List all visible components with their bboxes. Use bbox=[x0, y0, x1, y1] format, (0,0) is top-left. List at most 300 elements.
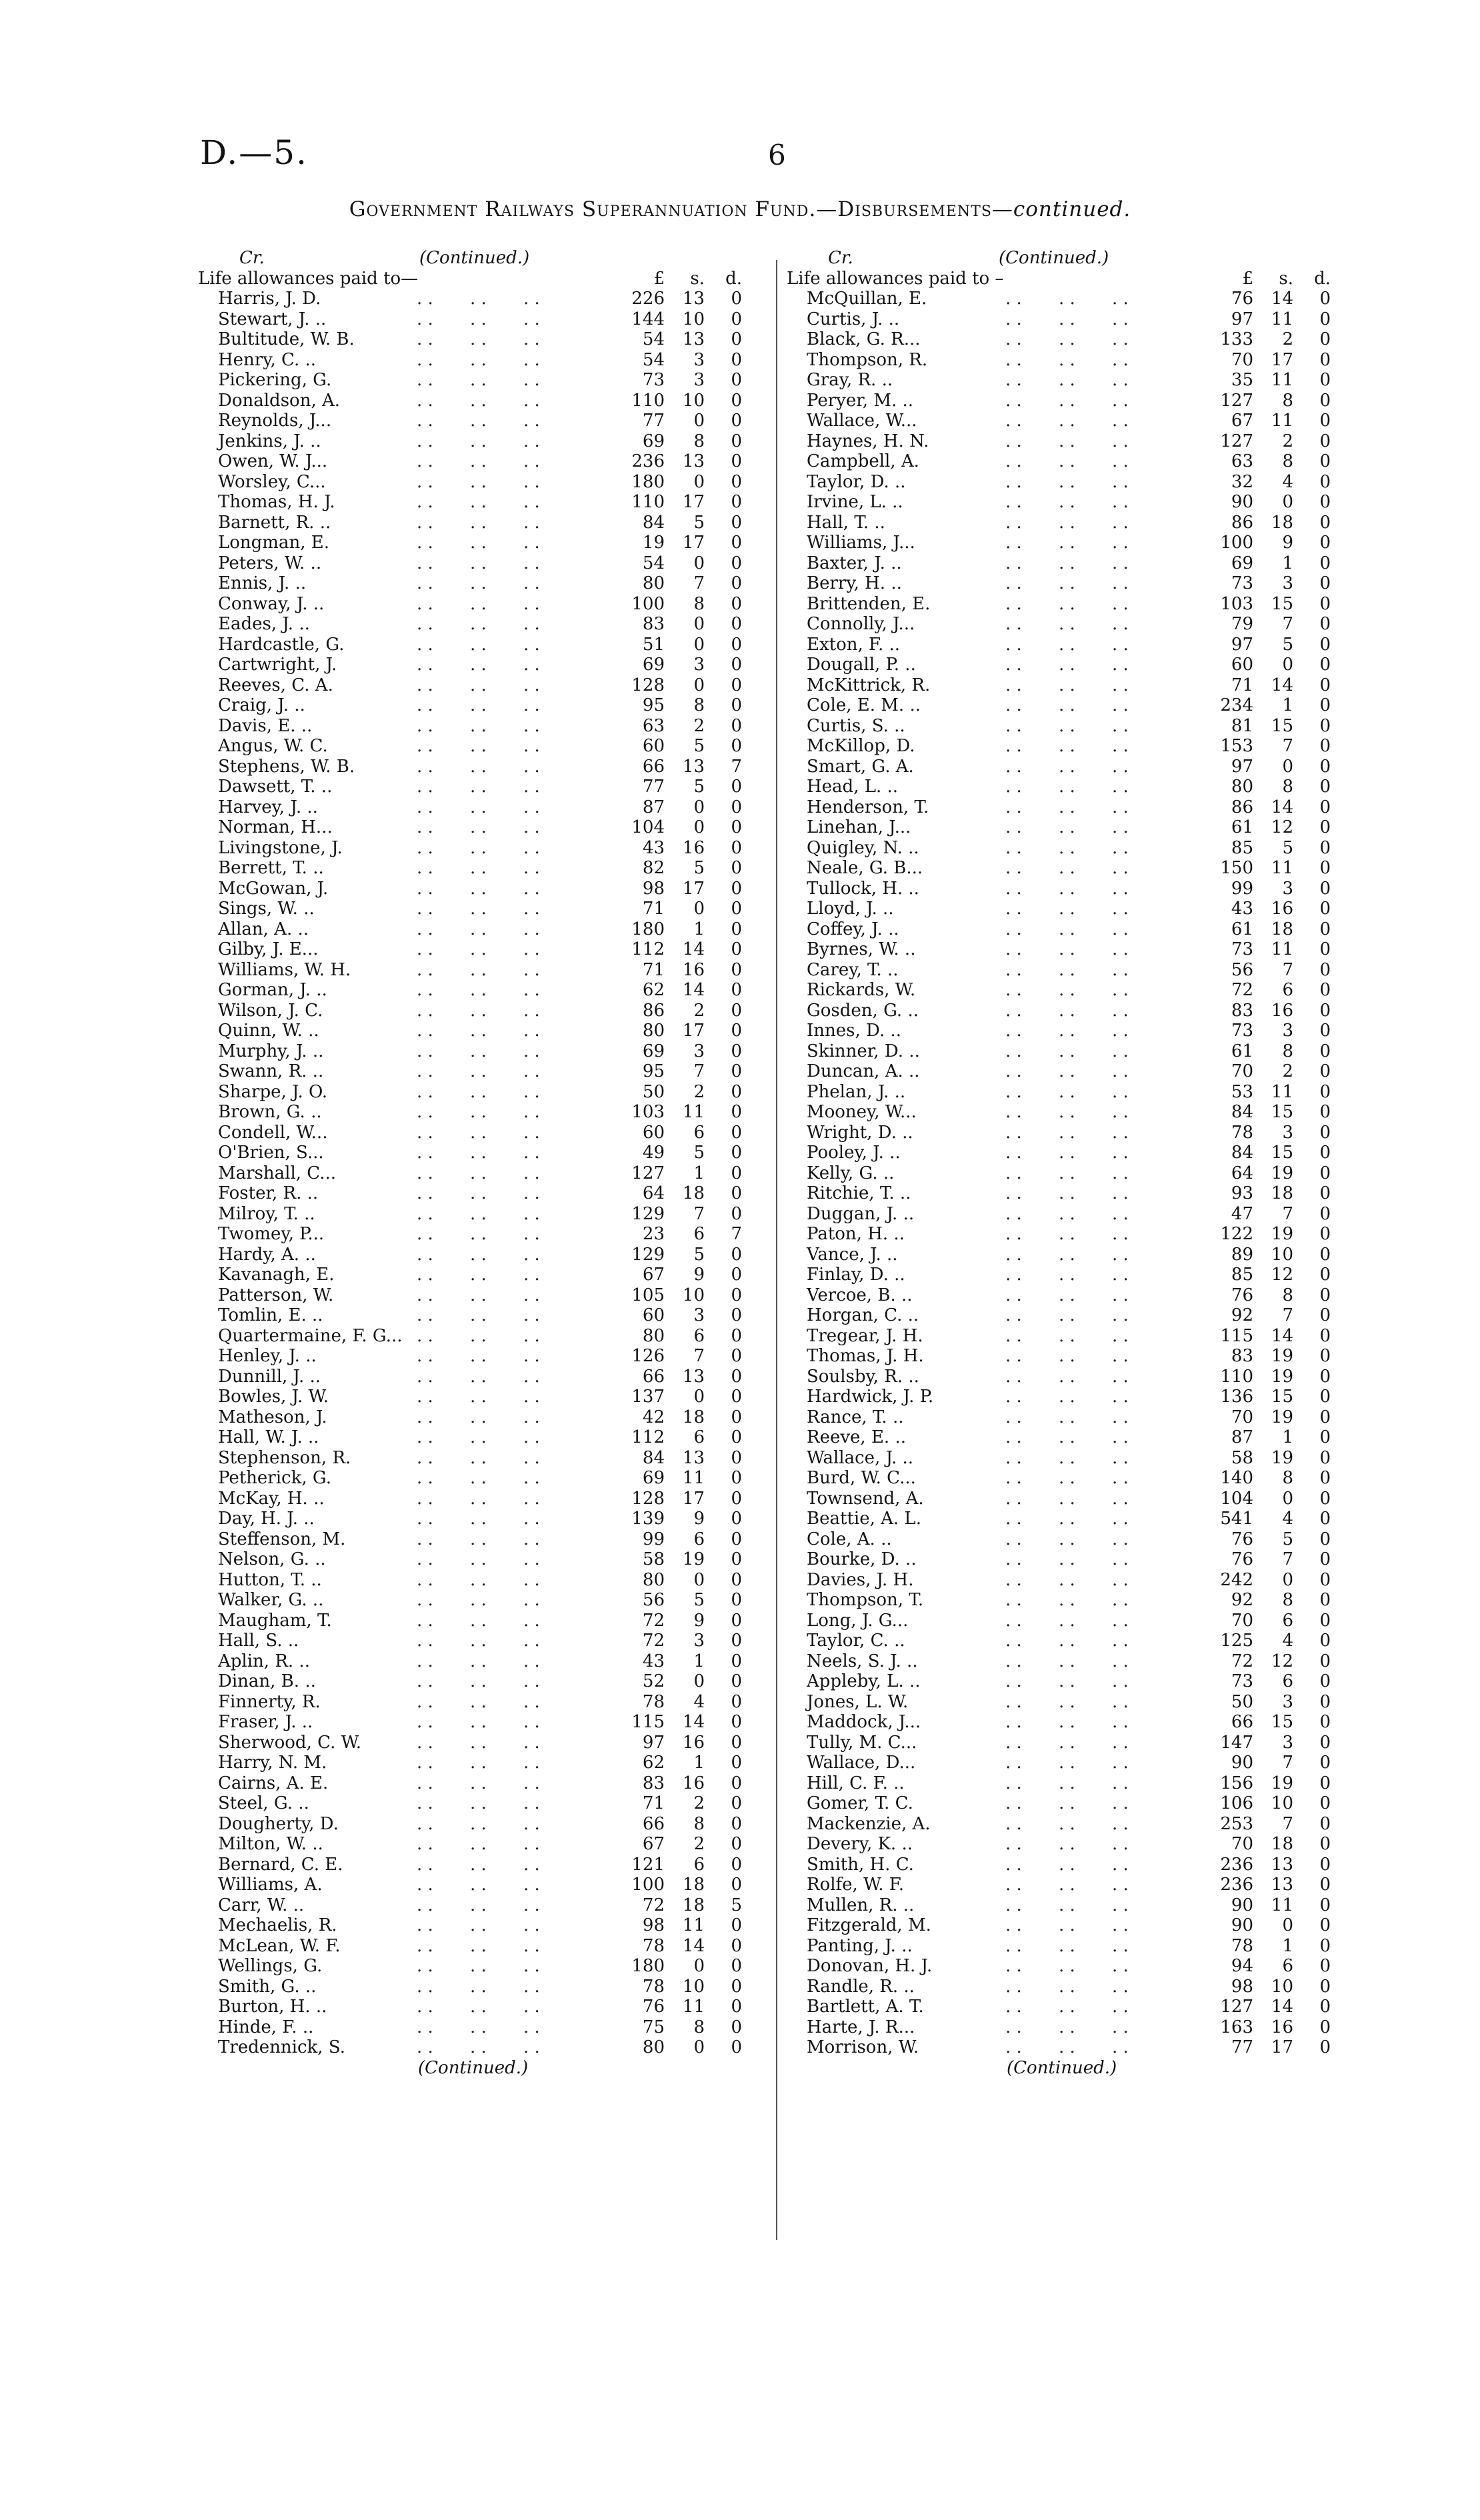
leader-dot-group: . . bbox=[1005, 2017, 1022, 2037]
shillings-value: 7 bbox=[693, 573, 705, 593]
payee-name: Foster, R. .. bbox=[218, 1183, 319, 1203]
leader-dot-group: . . bbox=[523, 736, 540, 756]
table-row bbox=[787, 329, 1347, 350]
table-row bbox=[787, 1265, 1347, 1285]
pounds-value: 147 bbox=[1220, 1732, 1253, 1753]
pounds-value: 242 bbox=[1220, 1569, 1253, 1590]
leader-dot-group: . . bbox=[1059, 1610, 1075, 1631]
shillings-value: 0 bbox=[1282, 1569, 1293, 1590]
leader-dot-group: . . bbox=[1112, 1915, 1129, 1935]
leader-dot-group: . . bbox=[417, 1529, 433, 1549]
shillings-value: 12 bbox=[1271, 1265, 1293, 1285]
leader-dot-group: . . bbox=[1112, 1203, 1129, 1224]
shillings-value: 8 bbox=[693, 2017, 705, 2037]
pounds-value: 180 bbox=[631, 471, 665, 492]
pounds-value: 80 bbox=[642, 1569, 665, 1590]
leader-dot-group: . . bbox=[1059, 1061, 1075, 1081]
table-row bbox=[198, 980, 758, 1001]
payee-name: Maddock, J... bbox=[807, 1712, 921, 1732]
leader-dots bbox=[417, 1956, 617, 1977]
leader-dot-group: . . bbox=[470, 1691, 487, 1712]
leader-dot-group: . . bbox=[470, 431, 487, 451]
shillings-value: 6 bbox=[693, 1427, 705, 1447]
pounds-value: 226 bbox=[631, 289, 665, 309]
leader-dots bbox=[1005, 1041, 1205, 1062]
leader-dot-group: . . bbox=[1112, 1509, 1129, 1529]
leader-dot-group: . . bbox=[1005, 919, 1022, 939]
leader-dot-group: . . bbox=[470, 1325, 487, 1346]
leader-dots bbox=[417, 1123, 617, 1143]
pounds-value: 80 bbox=[642, 1325, 665, 1346]
leader-dot-group: . . bbox=[417, 655, 433, 675]
leader-dot-group: . . bbox=[1059, 553, 1075, 573]
table-row bbox=[787, 858, 1347, 879]
leader-dot-group: . . bbox=[417, 777, 433, 797]
leader-dots bbox=[1005, 757, 1205, 777]
pence-value: 0 bbox=[1319, 1183, 1331, 1203]
leader-dot-group: . . bbox=[1112, 980, 1129, 1000]
pounds-value: 78 bbox=[642, 1691, 665, 1712]
payee-name: Fitzgerald, M. bbox=[807, 1915, 931, 1935]
pence-value: 0 bbox=[731, 919, 742, 939]
shillings-value: 17 bbox=[1271, 349, 1293, 370]
pence-value: 0 bbox=[1319, 1224, 1331, 1244]
shillings-value: 2 bbox=[693, 1793, 705, 1813]
payee-name: Cartwright, J. bbox=[218, 655, 337, 675]
pounds-value: 19 bbox=[642, 533, 665, 553]
pence-value: 0 bbox=[731, 980, 742, 1000]
pence-value: 0 bbox=[731, 1691, 742, 1712]
leader-dot-group: . . bbox=[417, 370, 433, 390]
payee-name: McLean, W. F. bbox=[218, 1935, 341, 1956]
pence-value: 0 bbox=[1319, 349, 1331, 370]
pence-value: 0 bbox=[731, 1732, 742, 1753]
leader-dot-group: . . bbox=[470, 512, 487, 533]
pounds-value: 97 bbox=[1231, 309, 1253, 329]
leader-dot-group: . . bbox=[417, 1651, 433, 1671]
leader-dot-group: . . bbox=[470, 837, 487, 858]
shillings-value: 8 bbox=[693, 593, 705, 614]
leader-dot-group: . . bbox=[1059, 1935, 1075, 1956]
right-pounds-header: £ bbox=[1242, 268, 1253, 289]
leader-dot-group: . . bbox=[1005, 471, 1022, 492]
pence-value: 0 bbox=[1319, 1529, 1331, 1549]
payee-name: Craig, J. .. bbox=[218, 695, 305, 715]
leader-dots bbox=[1005, 1631, 1205, 1651]
leader-dot-group: . . bbox=[523, 492, 540, 512]
pounds-value: 67 bbox=[642, 1265, 665, 1285]
leader-dots bbox=[417, 391, 617, 411]
payee-name: Mooney, W... bbox=[807, 1102, 917, 1122]
pounds-value: 127 bbox=[1220, 1997, 1253, 2017]
leader-dots bbox=[1005, 1285, 1205, 1306]
payee-name: Twomey, P... bbox=[218, 1224, 325, 1244]
leader-dot-group: . . bbox=[523, 1203, 540, 1224]
pounds-value: 66 bbox=[1231, 1712, 1253, 1732]
table-row bbox=[198, 1753, 758, 1773]
pounds-value: 85 bbox=[1231, 837, 1253, 858]
leader-dot-group: . . bbox=[417, 878, 433, 899]
pence-value: 0 bbox=[1319, 1732, 1331, 1753]
leader-dot-group: . . bbox=[1112, 777, 1129, 797]
pence-value: 0 bbox=[1319, 593, 1331, 614]
leader-dot-group: . . bbox=[1005, 715, 1022, 736]
leader-dot-group: . . bbox=[523, 1956, 540, 1976]
payee-name: Curtis, J. .. bbox=[807, 309, 900, 329]
table-row bbox=[198, 350, 758, 371]
leader-dot-group: . . bbox=[1059, 349, 1075, 370]
pence-value: 0 bbox=[1319, 1976, 1331, 1997]
leader-dot-group: . . bbox=[417, 919, 433, 939]
table-row bbox=[787, 980, 1347, 1001]
table-row bbox=[787, 513, 1347, 533]
pence-value: 0 bbox=[1319, 471, 1331, 492]
leader-dot-group: . . bbox=[1005, 1895, 1022, 1915]
payee-name: Harris, J. D. bbox=[218, 289, 321, 309]
leader-dot-group: . . bbox=[417, 1732, 433, 1753]
payee-name: Dinan, B. .. bbox=[218, 1671, 316, 1691]
pence-value: 0 bbox=[731, 1305, 742, 1325]
leader-dot-group: . . bbox=[1112, 1163, 1129, 1183]
leader-dots bbox=[1005, 2017, 1205, 2038]
left-continued-footer: (Continued.) bbox=[418, 2057, 529, 2078]
leader-dot-group: . . bbox=[470, 715, 487, 736]
shillings-value: 8 bbox=[1282, 1590, 1293, 1610]
left-footer bbox=[198, 2058, 758, 2081]
leader-dot-group: . . bbox=[523, 2037, 540, 2057]
payee-name: Duncan, A. .. bbox=[807, 1061, 920, 1081]
pence-value: 0 bbox=[731, 1183, 742, 1203]
shillings-value: 1 bbox=[693, 1163, 705, 1183]
shillings-value: 19 bbox=[682, 1549, 705, 1569]
pounds-value: 92 bbox=[1231, 1590, 1253, 1610]
leader-dot-group: . . bbox=[1059, 1203, 1075, 1224]
leader-dots bbox=[417, 1793, 617, 1814]
pence-value: 0 bbox=[731, 593, 742, 614]
leader-dot-group: . . bbox=[1112, 715, 1129, 736]
leader-dot-group: . . bbox=[523, 1387, 540, 1407]
pence-value: 0 bbox=[731, 431, 742, 451]
table-row bbox=[787, 1773, 1347, 1794]
pence-value: 7 bbox=[731, 1224, 742, 1244]
leader-dot-group: . . bbox=[417, 1203, 433, 1224]
leader-dot-group: . . bbox=[1112, 1671, 1129, 1691]
leader-dots bbox=[1005, 1468, 1205, 1489]
leader-dot-group: . . bbox=[470, 959, 487, 980]
payee-name: Brittenden, E. bbox=[807, 593, 931, 614]
leader-dots bbox=[417, 1183, 617, 1204]
leader-dots bbox=[1005, 879, 1205, 899]
leader-dot-group: . . bbox=[1005, 1691, 1022, 1712]
leader-dots bbox=[417, 533, 617, 553]
leader-dot-group: . . bbox=[1005, 777, 1022, 797]
pence-value: 0 bbox=[731, 1488, 742, 1509]
pounds-value: 104 bbox=[631, 817, 665, 837]
leader-dot-group: . . bbox=[470, 1610, 487, 1631]
leader-dot-group: . . bbox=[523, 411, 540, 431]
leader-dot-group: . . bbox=[417, 1935, 433, 1956]
pence-value: 0 bbox=[1319, 634, 1331, 655]
table-row bbox=[787, 1936, 1347, 1957]
leader-dot-group: . . bbox=[417, 1387, 433, 1407]
payee-name: McKittrick, R. bbox=[807, 675, 931, 695]
leader-dots bbox=[1005, 777, 1205, 797]
leader-dot-group: . . bbox=[1059, 1590, 1075, 1610]
shillings-value: 16 bbox=[1271, 2017, 1293, 2037]
payee-name: Hardy, A. .. bbox=[218, 1244, 316, 1265]
table-row bbox=[198, 1733, 758, 1753]
leader-dot-group: . . bbox=[1059, 1671, 1075, 1691]
leader-dot-group: . . bbox=[1005, 492, 1022, 512]
leader-dots bbox=[417, 1631, 617, 1651]
table-row bbox=[787, 1061, 1347, 1082]
leader-dot-group: . . bbox=[523, 634, 540, 655]
pence-value: 0 bbox=[1319, 1549, 1331, 1569]
leader-dots bbox=[1005, 1590, 1205, 1611]
payee-name: Pickering, G. bbox=[218, 370, 332, 390]
table-row bbox=[787, 411, 1347, 431]
leader-dots bbox=[1005, 1733, 1205, 1753]
shillings-value: 6 bbox=[693, 1325, 705, 1346]
shillings-value: 6 bbox=[693, 1529, 705, 1549]
shillings-value: 5 bbox=[693, 1143, 705, 1163]
leader-dots bbox=[417, 1997, 617, 2017]
pounds-value: 137 bbox=[631, 1387, 665, 1407]
leader-dot-group: . . bbox=[417, 1346, 433, 1366]
shillings-value: 8 bbox=[693, 695, 705, 715]
table-row bbox=[198, 838, 758, 859]
leader-dot-group: . . bbox=[470, 329, 487, 349]
shillings-value: 19 bbox=[1271, 1346, 1293, 1366]
table-row bbox=[787, 1427, 1347, 1448]
pence-value: 0 bbox=[731, 1834, 742, 1854]
table-row bbox=[198, 1509, 758, 1529]
pounds-value: 115 bbox=[631, 1712, 665, 1732]
payee-name: Burd, W. C... bbox=[807, 1468, 916, 1488]
leader-dots bbox=[417, 1305, 617, 1326]
leader-dots bbox=[1005, 1834, 1205, 1855]
leader-dots bbox=[1005, 980, 1205, 1001]
pounds-value: 79 bbox=[1231, 614, 1253, 634]
leader-dot-group: . . bbox=[523, 349, 540, 370]
leader-dot-group: . . bbox=[523, 1549, 540, 1569]
leader-dot-group: . . bbox=[470, 1854, 487, 1875]
leader-dot-group: . . bbox=[417, 1447, 433, 1468]
payee-name: Mechaelis, R. bbox=[218, 1915, 337, 1935]
shillings-value: 3 bbox=[693, 349, 705, 370]
leader-dot-group: . . bbox=[1005, 1244, 1022, 1265]
payee-name: Coffey, J. .. bbox=[807, 919, 899, 939]
table-row bbox=[787, 1549, 1347, 1570]
leader-dot-group: . . bbox=[417, 1000, 433, 1021]
leader-dots bbox=[417, 757, 617, 777]
leader-dot-group: . . bbox=[1005, 1529, 1022, 1549]
pence-value: 0 bbox=[731, 1122, 742, 1143]
leader-dot-group: . . bbox=[1112, 1691, 1129, 1712]
leader-dot-group: . . bbox=[1005, 1732, 1022, 1753]
shillings-value: 0 bbox=[693, 797, 705, 817]
leader-dot-group: . . bbox=[1059, 1346, 1075, 1366]
leader-dots bbox=[1005, 1956, 1205, 1977]
payee-name: Carr, W. .. bbox=[218, 1895, 305, 1915]
table-row bbox=[198, 1834, 758, 1855]
pence-value: 0 bbox=[731, 1935, 742, 1956]
table-row bbox=[787, 614, 1347, 635]
leader-dots bbox=[417, 431, 617, 452]
pounds-value: 53 bbox=[1231, 1081, 1253, 1102]
leader-dot-group: . . bbox=[1112, 593, 1129, 614]
leader-dot-group: . . bbox=[417, 533, 433, 553]
leader-dot-group: . . bbox=[417, 1915, 433, 1935]
leader-dot-group: . . bbox=[1005, 1935, 1022, 1956]
payee-name: Petherick, G. bbox=[218, 1468, 331, 1488]
table-row bbox=[198, 879, 758, 899]
leader-dot-group: . . bbox=[1005, 756, 1022, 777]
shillings-value: 2 bbox=[693, 1000, 705, 1021]
pounds-value: 70 bbox=[1231, 1061, 1253, 1081]
pence-value: 0 bbox=[1319, 390, 1331, 411]
shillings-value: 7 bbox=[1282, 1753, 1293, 1773]
payee-name: Randle, R. .. bbox=[807, 1976, 915, 1997]
payee-name: Campbell, A. bbox=[807, 451, 919, 471]
payee-name: Gosden, G. .. bbox=[807, 1000, 919, 1021]
table-row bbox=[198, 1631, 758, 1651]
shillings-value: 3 bbox=[1282, 1732, 1293, 1753]
shillings-value: 19 bbox=[1271, 1447, 1293, 1468]
pence-value: 0 bbox=[1319, 512, 1331, 533]
payee-name: Lloyd, J. .. bbox=[807, 899, 894, 919]
pence-value: 0 bbox=[731, 1427, 742, 1447]
table-row bbox=[787, 1468, 1347, 1489]
shillings-value: 3 bbox=[693, 1041, 705, 1061]
table-row bbox=[198, 1102, 758, 1123]
payee-name: Davies, J. H. bbox=[807, 1569, 914, 1590]
leader-dot-group: . . bbox=[1005, 634, 1022, 655]
leader-dots bbox=[1005, 1448, 1205, 1469]
leader-dots bbox=[417, 1611, 617, 1631]
table-row bbox=[787, 777, 1347, 797]
payee-name: Ritchie, T. .. bbox=[807, 1183, 911, 1203]
leader-dot-group: . . bbox=[1112, 655, 1129, 675]
payee-name: Tredennick, S. bbox=[218, 2037, 345, 2057]
leader-dots bbox=[1005, 899, 1205, 919]
shillings-value: 0 bbox=[1282, 756, 1293, 777]
shillings-value: 13 bbox=[682, 1447, 705, 1468]
leader-dot-group: . . bbox=[1059, 1325, 1075, 1346]
leader-dots bbox=[417, 472, 617, 493]
leader-dot-group: . . bbox=[470, 1651, 487, 1671]
leader-dot-group: . . bbox=[470, 289, 487, 309]
pounds-value: 64 bbox=[642, 1183, 665, 1203]
pence-value: 0 bbox=[1319, 492, 1331, 512]
payee-name: McQuillan, E. bbox=[807, 289, 927, 309]
leader-dots bbox=[417, 1753, 617, 1773]
leader-dots bbox=[417, 960, 617, 981]
leader-dots bbox=[1005, 655, 1205, 675]
pounds-value: 180 bbox=[631, 1956, 665, 1976]
pounds-value: 84 bbox=[1231, 1143, 1253, 1163]
shillings-value: 14 bbox=[682, 1935, 705, 1956]
pounds-value: 54 bbox=[642, 349, 665, 370]
leader-dots bbox=[1005, 1549, 1205, 1570]
leader-dot-group: . . bbox=[523, 1569, 540, 1590]
table-row bbox=[198, 513, 758, 533]
pounds-value: 58 bbox=[642, 1549, 665, 1569]
table-row bbox=[198, 1224, 758, 1245]
leader-dot-group: . . bbox=[417, 1244, 433, 1265]
leader-dot-group: . . bbox=[1059, 1813, 1075, 1834]
leader-dot-group: . . bbox=[417, 1081, 433, 1102]
leader-dot-group: . . bbox=[417, 1895, 433, 1915]
leader-dot-group: . . bbox=[1005, 329, 1022, 349]
leader-dots bbox=[1005, 1895, 1205, 1916]
leader-dot-group: . . bbox=[523, 1061, 540, 1081]
table-row bbox=[787, 1590, 1347, 1611]
leader-dot-group: . . bbox=[1059, 1773, 1075, 1793]
shillings-value: 0 bbox=[693, 634, 705, 655]
payee-name: Gilby, J. E... bbox=[218, 939, 319, 959]
table-row bbox=[198, 472, 758, 493]
leader-dots bbox=[1005, 1163, 1205, 1184]
leader-dots bbox=[1005, 635, 1205, 655]
leader-dots bbox=[1005, 1915, 1205, 1936]
leader-dot-group: . . bbox=[470, 736, 487, 756]
leader-dots bbox=[417, 309, 617, 330]
payee-name: Hardcastle, G. bbox=[218, 634, 345, 655]
leader-dot-group: . . bbox=[1005, 451, 1022, 471]
leader-dot-group: . . bbox=[417, 593, 433, 614]
leader-dots bbox=[417, 1427, 617, 1448]
leader-dots bbox=[417, 1143, 617, 1163]
shillings-value: 15 bbox=[1271, 1102, 1293, 1122]
leader-dot-group: . . bbox=[470, 1549, 487, 1569]
leader-dot-group: . . bbox=[1059, 1183, 1075, 1203]
table-row bbox=[198, 960, 758, 981]
leader-dot-group: . . bbox=[1059, 451, 1075, 471]
leader-dot-group: . . bbox=[523, 1915, 540, 1935]
payee-name: Taylor, C. .. bbox=[807, 1631, 905, 1651]
leader-dot-group: . . bbox=[417, 1488, 433, 1509]
pounds-value: 112 bbox=[631, 1427, 665, 1447]
payee-name: Tully, M. C... bbox=[807, 1732, 917, 1753]
leader-dot-group: . . bbox=[1112, 675, 1129, 695]
pence-value: 0 bbox=[1319, 878, 1331, 899]
table-row bbox=[787, 391, 1347, 411]
pence-value: 0 bbox=[731, 451, 742, 471]
leader-dot-group: . . bbox=[417, 1224, 433, 1244]
pounds-value: 100 bbox=[631, 1875, 665, 1895]
pounds-value: 76 bbox=[1231, 1529, 1253, 1549]
shillings-value: 18 bbox=[682, 1183, 705, 1203]
table-row bbox=[198, 594, 758, 615]
leader-dot-group: . . bbox=[1059, 1956, 1075, 1976]
payee-name: Angus, W. C. bbox=[218, 736, 328, 756]
leader-dot-group: . . bbox=[1005, 309, 1022, 329]
payee-name: Dunnill, J. .. bbox=[218, 1366, 321, 1387]
leader-dot-group: . . bbox=[417, 1631, 433, 1651]
leader-dot-group: . . bbox=[1112, 817, 1129, 837]
leader-dot-group: . . bbox=[470, 1956, 487, 1976]
leader-dots bbox=[417, 1977, 617, 1997]
table-row bbox=[787, 695, 1347, 716]
pence-value: 0 bbox=[1319, 370, 1331, 390]
pence-value: 0 bbox=[731, 370, 742, 390]
shillings-value: 2 bbox=[1282, 431, 1293, 451]
payee-name: Gray, R. .. bbox=[807, 370, 893, 390]
leader-dots bbox=[417, 594, 617, 615]
shillings-value: 11 bbox=[682, 1915, 705, 1935]
leader-dot-group: . . bbox=[523, 1631, 540, 1651]
